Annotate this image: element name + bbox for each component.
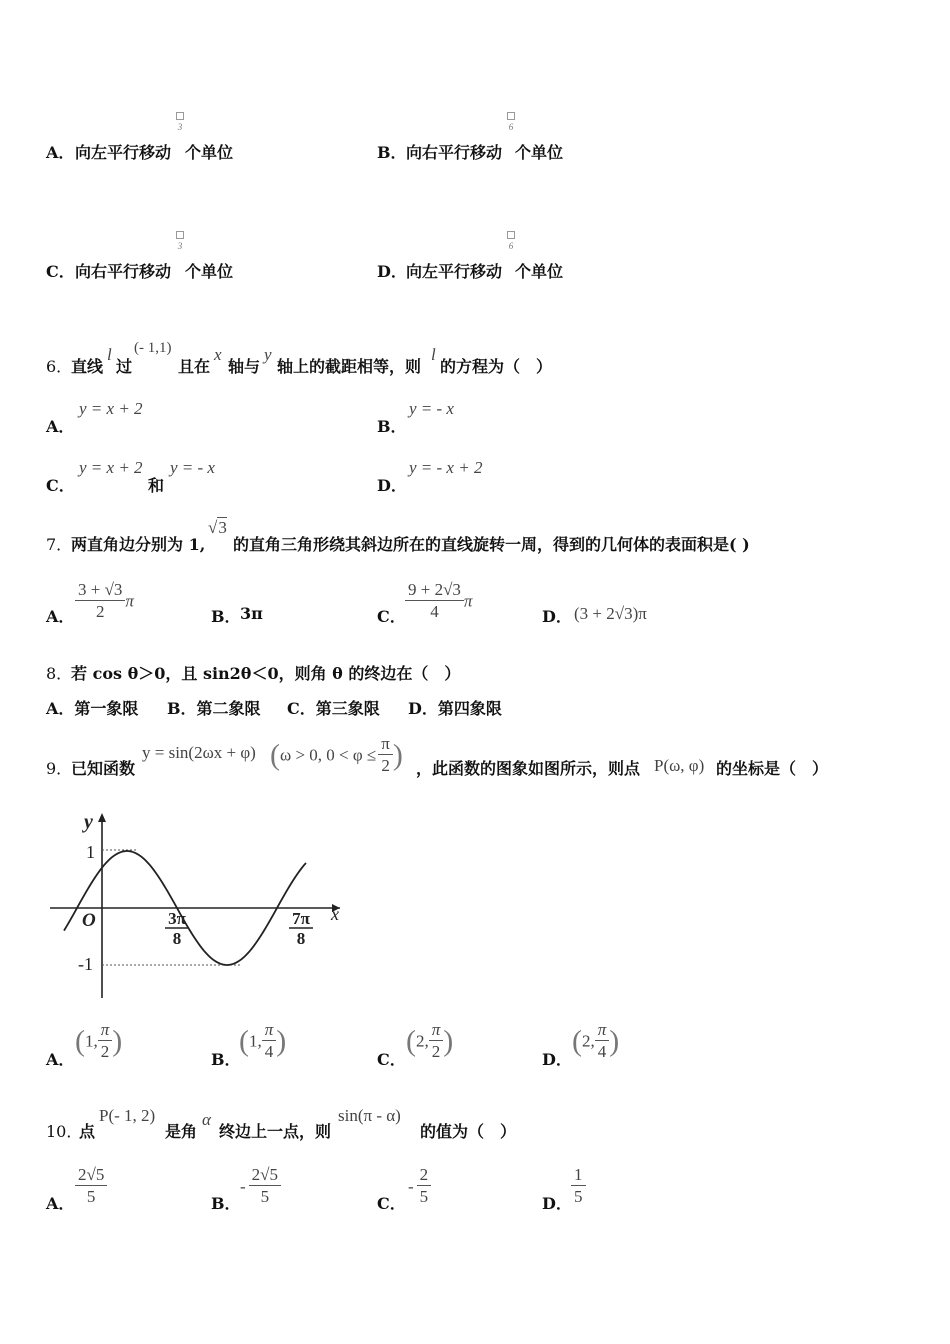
option-unit: 个单位	[515, 143, 564, 162]
option-label: A．	[46, 607, 75, 626]
question-number: 6．	[46, 357, 73, 376]
option-math: - $\frac{2√5}{5}$	[240, 1165, 281, 1208]
option-math: - $\frac{2}{5}$	[408, 1165, 431, 1208]
stem-text: 的坐标是（ ）	[716, 759, 829, 778]
question-number: 9．	[46, 759, 73, 778]
q8-option-c[interactable]: C．第三象限	[287, 699, 380, 718]
stem-text: 的值为（ ）	[420, 1122, 517, 1141]
math-y: y	[264, 345, 272, 364]
option-label: C．	[46, 476, 75, 495]
stem-text: ，此函数的图象如图所示，则点	[416, 759, 641, 778]
stem-text: 两直角边分别为 1,	[71, 535, 206, 554]
option-math: y = - x	[170, 458, 215, 477]
tick-label-1: 1	[86, 842, 95, 862]
option-label: A．	[46, 1050, 75, 1069]
option-math: $\frac{9 + 2√3}{4}$ π	[405, 580, 472, 623]
option-math: y = - x + 2	[409, 458, 483, 477]
q8-option-a[interactable]: A．第一象限	[46, 699, 139, 718]
q8-option-d[interactable]: D．第四象限	[408, 699, 502, 718]
tick-label-minus-1: -1	[78, 954, 93, 974]
stem-text: 的直角三角形绕其斜边所在的直线旋转一周，得到的几何体的表面积是( )	[233, 535, 750, 554]
origin-label: O	[82, 910, 96, 931]
question-number: 7．	[46, 535, 73, 554]
stem-text: 若 cos θ＞0，且 sin2θ＜0，则角 θ 的终边在（ ）	[71, 664, 461, 683]
fraction-image: 3	[174, 112, 186, 132]
option-math: (1, $\frac{\pi}{2}$ )	[75, 1020, 123, 1061]
option-label: A．	[46, 417, 75, 436]
math-alpha: α	[202, 1110, 211, 1129]
y-axis-arrow	[98, 813, 106, 822]
tick-label-7pi-8-den: 8	[296, 929, 306, 948]
option-unit: 个单位	[515, 262, 564, 281]
math-point: P(- 1, 2)	[99, 1106, 156, 1125]
sine-graph	[44, 808, 354, 1003]
x-axis-label: x	[331, 904, 339, 924]
math-sqrt: √3	[208, 518, 227, 537]
option-math: y = x + 2	[79, 399, 143, 418]
option-math: (1, $\frac{\pi}{4}$ )	[239, 1020, 287, 1061]
option-text: 3π	[240, 604, 263, 623]
stem-text: 点	[79, 1122, 96, 1141]
math-x: x	[214, 345, 222, 364]
option-label: B．	[377, 417, 407, 436]
option-label: D．	[542, 1050, 572, 1069]
q8-option-b[interactable]: B．第二象限	[167, 699, 261, 718]
stem-text: 轴与	[228, 357, 261, 376]
option-math: $\frac{1}{5}$	[571, 1165, 586, 1208]
option-math: y = x + 2	[79, 458, 143, 477]
math-l: l	[431, 345, 436, 364]
fraction-image: 3	[174, 231, 186, 251]
stem-text: 已知函数	[71, 759, 136, 778]
option-math: $\frac{2√5}{5}$	[75, 1165, 107, 1208]
option-label: D．	[377, 476, 407, 495]
option-unit: 个单位	[185, 143, 234, 162]
stem-text: 直线	[71, 357, 104, 376]
option-label: C．	[377, 607, 406, 626]
stem-text: 轴上的截距相等，则	[277, 357, 422, 376]
option-text: 向右平行移动	[75, 262, 172, 281]
option-math: (3 + 2√3)π	[574, 604, 647, 623]
option-math: $\frac{3 + √3}{2}$ π	[75, 580, 134, 623]
stem-text: 终边上一点，则	[219, 1122, 332, 1141]
tick-label-7pi-8-num: 7π	[292, 909, 310, 928]
tick-label-3pi-8-num: 3π	[168, 909, 186, 928]
stem-text: 是角	[165, 1122, 198, 1141]
option-label: B．	[211, 1050, 241, 1069]
option-text: 向右平行移动	[406, 143, 503, 162]
option-label: D．	[542, 607, 572, 626]
stem-text: 且在	[178, 357, 211, 376]
option-label: B．	[211, 607, 241, 626]
y-axis-label: y	[84, 811, 93, 833]
question-number: 10．	[46, 1122, 83, 1141]
fraction-image: 6	[505, 231, 517, 251]
option-label: C．	[46, 262, 75, 281]
fraction-image: 6	[505, 112, 517, 132]
stem-text: 过	[116, 357, 133, 376]
question-number: 8．	[46, 664, 73, 683]
option-text: 向左平行移动	[75, 143, 172, 162]
option-label: B．	[211, 1194, 241, 1213]
option-label: C．	[377, 1194, 406, 1213]
option-label: A．	[46, 1194, 75, 1213]
option-label: A．	[46, 143, 75, 162]
option-unit: 个单位	[185, 262, 234, 281]
option-text: 向左平行移动	[406, 262, 503, 281]
math-point: P(ω, φ)	[654, 756, 705, 775]
option-math: (2, $\frac{\pi}{4}$ )	[572, 1020, 620, 1061]
math-l: l	[107, 345, 112, 364]
option-label: D．	[377, 262, 407, 281]
option-math: (2, $\frac{\pi}{2}$ )	[406, 1020, 454, 1061]
option-label: D．	[542, 1194, 572, 1213]
option-text: 和	[148, 476, 165, 495]
stem-text: 的方程为（ ）	[440, 357, 553, 376]
option-label: B．	[377, 143, 407, 162]
option-label: C．	[377, 1050, 406, 1069]
math-point: (- 1,1)	[134, 340, 172, 356]
option-math: y = - x	[409, 399, 454, 418]
math-condition: (ω > 0, 0 < φ ≤ $\frac{\pi}{2}$ )	[270, 734, 403, 775]
math-function: y = sin(2ωx + φ)	[142, 743, 256, 762]
tick-label-3pi-8-den: 8	[172, 929, 182, 948]
math-expression: sin(π - α)	[338, 1106, 401, 1125]
